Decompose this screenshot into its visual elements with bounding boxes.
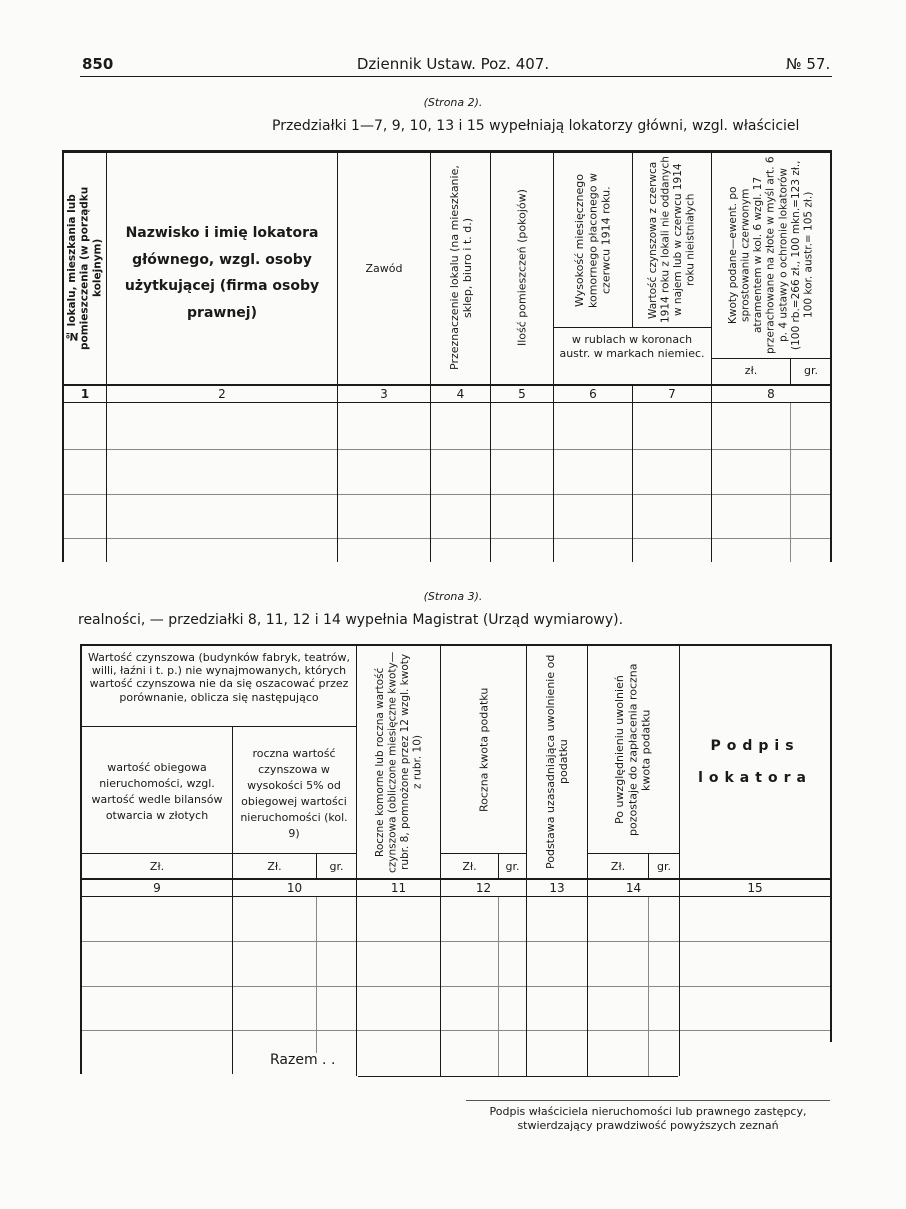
col9-10-group-header: Wartość czynszowa (budynków fabryk, teatrów, willi, łaźni i t. p.) nie wynajmowanych, których wartość czynszowa nie da się oszacować przez porównanie, oblicza się następująco: [87, 651, 351, 704]
col8-gr: gr.: [804, 364, 818, 377]
col-number: 6: [589, 387, 597, 401]
col12-header: Roczna kwota podatku: [477, 687, 491, 813]
col2-header: Nazwisko i imię lokatora głównego, wzgl. osoby użytkującej (firma osoby prawnej): [124, 225, 320, 321]
col6-header: Wysokość miesięcznego komornego płaconego w czerwcu 1914 roku.: [573, 172, 613, 308]
col14-header: Po uwzględnieniu uwolnień pozostaje do zapłacenia roczna kwota podatku: [613, 663, 653, 837]
col7-header: Wartość czynszowa z czerwca 1914 roku z lokali nie oddanych w najem lub w czerwcu 1914 roku nieistniałych: [646, 156, 697, 324]
col10-gr: gr.: [329, 860, 344, 873]
col8-zl: zł.: [744, 364, 758, 377]
page-number: 850: [82, 55, 114, 73]
col10-zl: Zł.: [267, 860, 282, 873]
col5-header: Ilość pomieszczeń (pokojów): [515, 189, 529, 347]
signature-caption-2: stwierdzający prawdziwość powyższych zeznań: [517, 1119, 779, 1132]
header-rule: [80, 76, 832, 77]
col-number: 13: [549, 881, 565, 895]
col8-header: Kwoty podane—ewent. po sprostowaniu czerwonym atramentem w kol. 6 wzgl. 17 przerachowane na złote w myśl art. 6 p. 4 ustawy o ochronie lokatorów (100 rb.=266 zł., 100 mkn.=123 zł., 100 kor. austr.= 105 zł.): [726, 156, 815, 354]
col-number: 15: [747, 881, 763, 895]
signature-rule: [466, 1100, 830, 1101]
col-number: 1: [80, 387, 90, 401]
col15-header-lokatora: lokatora: [698, 770, 812, 786]
col13-header: Podstawa uzasadniająca uwolnienie od podatku: [543, 654, 570, 870]
col15-header-podpis: Podpis: [710, 738, 800, 754]
col67-currency: w rublach w koronach austr. w markach niemiec.: [559, 333, 705, 361]
page3-intro: realności, — przedziałki 8, 11, 12 i 14 wypełnia Magistrat (Urząd wymiarowy).: [78, 612, 624, 628]
col14-gr: gr.: [657, 860, 671, 873]
strona-3-caption: (Strona 3).: [423, 590, 483, 603]
col-number: 8: [767, 387, 775, 401]
col-number: 7: [668, 387, 676, 401]
col1-header: № lokalu, mieszkania lub pomieszczenia (w porządku kolejnym): [66, 186, 104, 350]
col-number: 4: [456, 387, 465, 401]
col-number: 5: [518, 387, 526, 401]
page2-intro: Przedziałki 1—7, 9, 10, 13 i 15 wypełniają lokatorzy główni, wzgl. właściciel: [272, 118, 800, 134]
col12-gr: gr.: [505, 860, 520, 873]
col9-zl: Zł.: [149, 860, 165, 873]
col-number: 11: [390, 881, 407, 895]
col-number: 14: [625, 881, 642, 895]
col14-zl: Zł.: [610, 860, 626, 873]
col11-header: Roczne komorne lub roczna wartość czynszowa (obliczone miesięczne kwoty—rubr. 8, pomnożone przez 12 wzgl. kwoty z rubr. 10): [373, 651, 424, 873]
col-number: 10: [286, 881, 303, 895]
col-number: 12: [475, 881, 492, 895]
col4-header: Przeznaczenie lokalu (na mieszkanie, sklep, biuro i t. d.): [447, 165, 474, 371]
issue-number: № 57.: [786, 55, 831, 73]
journal-title: Dziennik Ustaw. Poz. 407.: [356, 55, 550, 73]
col12-zl: Zł.: [462, 860, 477, 873]
signature-caption-1: Podpis właściciela nieruchomości lub prawnego zastępcy,: [489, 1105, 807, 1118]
col-number: 9: [153, 881, 161, 895]
col3-header: Zawód: [365, 262, 403, 275]
col-number: 3: [380, 387, 388, 401]
col9-header: wartość obiegowa nieruchomości, wzgl. wartość wedle bilansów otwarcia w złotych: [91, 761, 223, 822]
razem-label: Razem . .: [270, 1052, 336, 1068]
col10-header: roczna wartość czynszowa w wysokości 5% od obiegowej wartości nieruchomości (kol. 9): [240, 747, 348, 840]
col-number: 2: [218, 387, 226, 401]
strona-2-caption: (Strona 2).: [423, 96, 483, 109]
